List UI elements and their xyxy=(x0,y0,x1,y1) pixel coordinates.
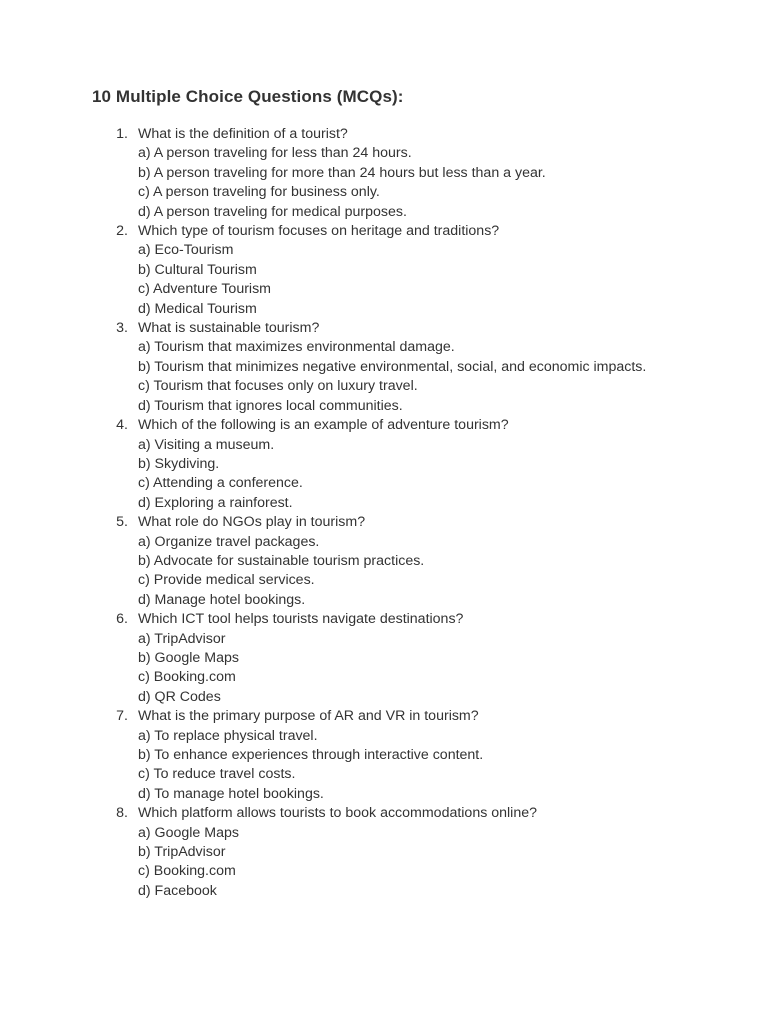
question-number: 5. xyxy=(116,514,128,531)
question-number: 4. xyxy=(116,417,128,434)
option-d: d) Medical Tourism xyxy=(138,300,257,317)
option-d: d) Manage hotel bookings. xyxy=(138,591,306,608)
page-title: 10 Multiple Choice Questions (MCQs): xyxy=(92,87,404,106)
option-c: c) A person traveling for business only. xyxy=(138,184,380,201)
question-text: What role do NGOs play in tourism? xyxy=(138,514,366,531)
option-b: b) To enhance experiences through interactive content. xyxy=(138,747,484,763)
question-5 xyxy=(92,513,652,610)
option-b: b) Tourism that minimizes negative environmental, social, and economic impacts. xyxy=(138,358,647,375)
question-2 xyxy=(92,222,652,319)
option-a: a) Organize travel packages. xyxy=(138,533,320,550)
question-text: What is the primary purpose of AR and VR in tourism? xyxy=(138,708,479,725)
question-6 xyxy=(92,610,652,707)
option-a: a) To replace physical travel. xyxy=(138,727,318,744)
question-text: Which of the following is an example of adventure tourism? xyxy=(138,417,509,434)
question-text: What is sustainable tourism? xyxy=(138,320,320,337)
option-c: c) Booking.com xyxy=(138,863,236,880)
option-c: c) Attending a conference. xyxy=(138,475,303,492)
option-d: d) A person traveling for medical purposes. xyxy=(138,203,407,220)
question-number: 3. xyxy=(116,320,128,337)
option-c: c) Tourism that focuses only on luxury travel. xyxy=(138,378,418,395)
option-a: a) Visiting a museum. xyxy=(138,436,275,453)
question-number: 8. xyxy=(116,805,128,822)
option-a: a) A person traveling for less than 24 hours. xyxy=(138,145,412,162)
option-b: b) Cultural Tourism xyxy=(138,261,257,278)
question-number: 7. xyxy=(116,708,128,725)
option-a: a) Google Maps xyxy=(138,824,239,841)
option-a: a) Eco-Tourism xyxy=(138,242,234,259)
option-d: d) Facebook xyxy=(138,882,217,899)
option-c: c) To reduce travel costs. xyxy=(138,766,296,783)
question-text: Which platform allows tourists to book accommodations online? xyxy=(138,805,538,822)
question-7 xyxy=(92,707,652,804)
question-4 xyxy=(92,416,652,513)
question-text: Which ICT tool helps tourists navigate destinations? xyxy=(138,611,464,628)
option-d: d) Tourism that ignores local communities. xyxy=(138,397,403,414)
option-b: b) Advocate for sustainable tourism practices. xyxy=(138,552,425,569)
option-b: b) Google Maps xyxy=(138,649,239,666)
question-text: What is the definition of a tourist? xyxy=(138,126,348,142)
option-c: c) Booking.com xyxy=(138,669,236,686)
option-a: a) Tourism that maximizes environmental damage. xyxy=(138,339,455,356)
option-d: d) QR Codes xyxy=(138,688,221,705)
option-b: b) Skydiving. xyxy=(138,455,220,472)
option-c: c) Adventure Tourism xyxy=(138,281,271,298)
question-number: 1. xyxy=(116,126,128,142)
question-number: 6. xyxy=(116,611,128,628)
option-d: d) To manage hotel bookings. xyxy=(138,785,324,802)
option-b: b) TripAdvisor xyxy=(138,844,226,861)
question-text: Which type of tourism focuses on heritage and traditions? xyxy=(138,223,500,240)
option-c: c) Provide medical services. xyxy=(138,572,315,589)
question-number: 2. xyxy=(116,223,128,240)
question-list xyxy=(92,125,652,901)
question-8 xyxy=(92,804,652,901)
option-a: a) TripAdvisor xyxy=(138,630,226,647)
question-1 xyxy=(92,125,652,222)
question-3 xyxy=(92,319,652,416)
option-d: d) Exploring a rainforest. xyxy=(138,494,293,511)
option-b: b) A person traveling for more than 24 hours but less than a year. xyxy=(138,164,546,181)
